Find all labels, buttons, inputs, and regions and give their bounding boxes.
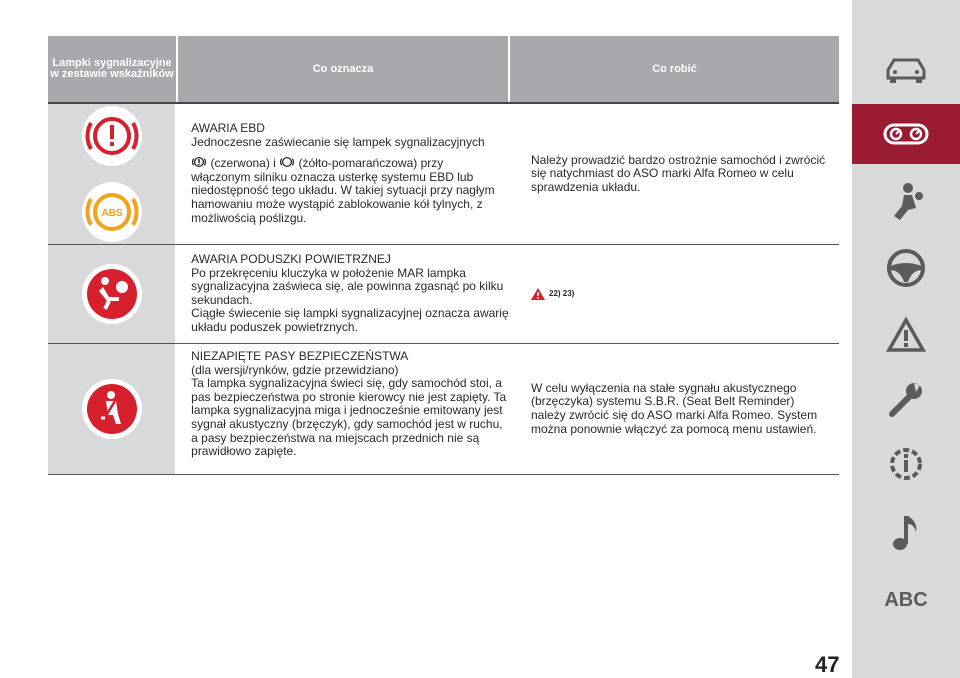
ebd-rest: włączonym silniku oznacza usterkę systemu EBD lub niedostępność tego układu. W takiej sytuacji przy nagłym hamowaniu może wystąpić zablokowanie kół tylnych, z możliwością poślizgu. [191, 169, 495, 225]
seat-passenger-icon [886, 182, 926, 222]
sidebar-item-maintenance[interactable] [852, 434, 960, 494]
sidebar-item-index[interactable] [852, 570, 960, 630]
ebd-inline-text1: (czerwona) i [210, 156, 276, 171]
brake-inline-icon [191, 154, 207, 170]
sidebar-item-driving[interactable] [852, 238, 960, 298]
warning-ref-text: 22) 23) [549, 289, 575, 299]
header-meaning: Co oznacza [178, 36, 508, 102]
sidebar-item-seats[interactable] [852, 172, 960, 232]
chapter-sidebar [852, 0, 960, 678]
icon-cell [48, 344, 175, 474]
abs-inline-icon [279, 154, 295, 170]
seatbelt-warning-icon [81, 378, 143, 440]
dashboard-icon [883, 123, 929, 145]
action-cell [515, 245, 839, 343]
seatbelt-action: W celu wyłączenia na stałe sygnału akustycznego (brzęczyka) systemu S.B.R. (Seat Belt Reminder) należy zwrócić się do ASO marki Alfa Romeo. System można ponownie włączyć za pomocą menu ustawień. [531, 380, 818, 436]
warning-reference [531, 287, 574, 301]
seatbelt-text2: Ta lampka sygnalizacyjna świeci się, gdy samochód stoi, a pas bezpieczeństwa po stronie kierowcy nie jest zapięty. Ta lampka sygnalizacyjna miga i jednocześnie emitowany jest sygnał akustyczny (brzęczyk), gdy samochód jest w ruchu, a pasy bezpieczeństwa na miejscach przednich nie są prawidłowo zapięte. [191, 376, 507, 459]
seatbelt-title: NIEZAPIĘTE PASY BEZPIECZEŃSTWA [191, 349, 409, 363]
warning-triangle-icon [886, 317, 926, 353]
sidebar-item-car[interactable] [852, 40, 960, 100]
ebd-line1: Jednoczesne zaświecanie się lampek sygnalizacyjnych [191, 134, 485, 149]
ebd-action: Należy prowadzić bardzo ostrożnie samochód i zwrócić się natychmiast do ASO marki Alfa Romeo w celu sprawdzenia układu. [531, 152, 826, 194]
ebd-inline-text2: (żółto-pomarańczowa) przy [298, 156, 444, 171]
airbag-warning-icon [81, 263, 143, 325]
wrench-icon [886, 380, 926, 420]
ebd-title: AWARIA EBD [191, 121, 265, 135]
header-lights: Lampki sygnalizacyjne w zestawie wskaźników [48, 36, 176, 102]
table-row [48, 104, 839, 245]
svg-text:ABS: ABS [101, 208, 123, 219]
warning-triangle-small-icon [531, 288, 545, 300]
sidebar-item-dashboard[interactable] [852, 104, 960, 164]
seatbelt-text: (dla wersji/rynków, gdzie przewidziano) [191, 362, 399, 377]
sidebar-item-emergency[interactable] [852, 370, 960, 430]
airbag-title: AWARIA PODUSZKI POWIETRZNEJ [191, 252, 391, 266]
meaning-cell [175, 245, 515, 343]
ebd-inline-line [191, 154, 509, 171]
sidebar-item-multimedia[interactable] [852, 502, 960, 562]
airbag-text: Po przekręceniu kluczyka w położenie MAR lampka sygnalizacyjna zaświeca się, ale powinna zgasnąć po kilku sekundach. [191, 265, 504, 307]
airbag-text2: Ciągłe świecenie się lampki sygnalizacyjnej oznacza awarię układu poduszek powietrznych. [191, 306, 509, 334]
icon-cell [48, 245, 175, 343]
header-action: Co robić [510, 36, 839, 102]
table-row [48, 245, 839, 344]
music-note-icon [890, 512, 922, 552]
info-gear-icon [886, 444, 926, 484]
abs-warning-icon [81, 181, 143, 243]
table-row [48, 344, 839, 475]
page-number: 47 [815, 652, 840, 677]
action-cell [515, 104, 839, 244]
table-header [48, 36, 839, 104]
car-icon [884, 56, 928, 84]
steering-wheel-icon [886, 248, 926, 288]
abc-index-label: ABC [884, 588, 928, 611]
brake-warning-icon [81, 105, 143, 167]
meaning-cell [175, 344, 515, 474]
action-cell [515, 344, 839, 474]
warning-lights-table [48, 36, 839, 475]
meaning-cell [175, 104, 515, 244]
sidebar-item-warnings[interactable] [852, 305, 960, 365]
icon-cell [48, 104, 175, 244]
